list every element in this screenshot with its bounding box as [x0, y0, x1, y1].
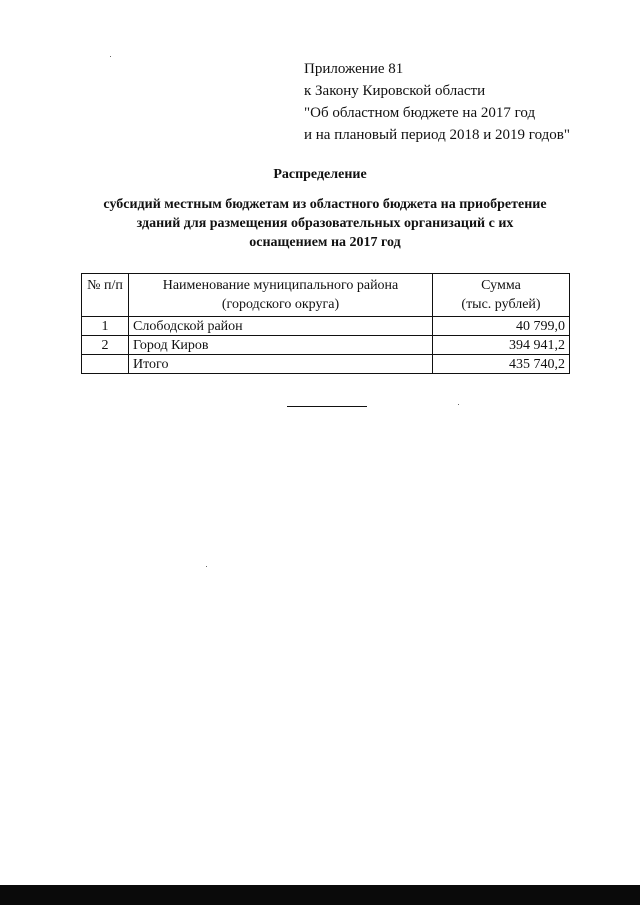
- row-num: 2: [82, 336, 129, 355]
- scan-speck: [110, 56, 111, 57]
- distribution-table: [81, 273, 570, 374]
- appendix-header: [304, 58, 570, 146]
- appendix-line: к Закону Кировской области: [304, 83, 486, 99]
- total-num: [82, 355, 129, 374]
- header-name-line2: (городского округа): [221, 297, 340, 312]
- row-name: Слободской район: [129, 317, 433, 336]
- appendix-line: и на плановый период 2018 и 2019 годов": [304, 127, 570, 143]
- document-subtitle: [60, 195, 590, 252]
- scan-speck: [206, 566, 207, 567]
- table-header-row: [82, 274, 570, 317]
- subtitle-line: оснащением на 2017 год: [249, 235, 401, 250]
- header-sum-line1: Сумма: [481, 278, 521, 293]
- total-sum: 435 740,2: [433, 355, 570, 374]
- header-sum: [433, 274, 570, 317]
- document-title: Распределение: [273, 167, 367, 182]
- table-row: [82, 317, 570, 336]
- header-name-line1: Наименование муниципального района: [162, 278, 399, 293]
- appendix-line: Приложение 81: [304, 61, 404, 77]
- header-num: [82, 274, 129, 317]
- appendix-line: "Об областном бюджете на 2017 год: [304, 105, 536, 121]
- subtitle-line: зданий для размещения образовательных организаций с их: [136, 216, 514, 231]
- table-total-row: [82, 355, 570, 374]
- row-sum: 394 941,2: [433, 336, 570, 355]
- table-row: [82, 336, 570, 355]
- row-sum: 40 799,0: [433, 317, 570, 336]
- subtitle-line: субсидий местным бюджетам из областного бюджета на приобретение: [103, 197, 547, 212]
- scan-speck: [458, 404, 459, 405]
- scan-bottom-edge: [0, 885, 640, 905]
- total-label: Итого: [129, 355, 433, 374]
- end-rule: [287, 406, 367, 407]
- header-sum-line2: (тыс. рублей): [461, 297, 541, 312]
- row-num: 1: [82, 317, 129, 336]
- header-num-label: № п/п: [87, 278, 123, 293]
- header-name: [129, 274, 433, 317]
- row-name: Город Киров: [129, 336, 433, 355]
